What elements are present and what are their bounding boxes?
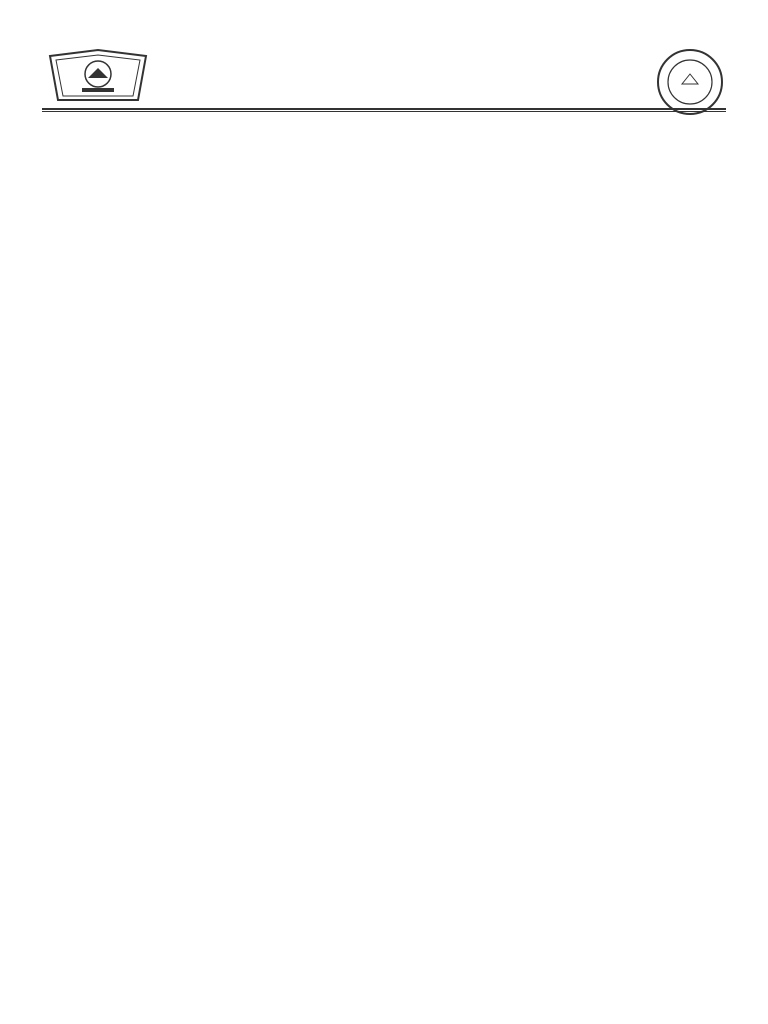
kemenag-logo bbox=[46, 48, 150, 104]
school-logo bbox=[656, 48, 724, 116]
header-rule-thick bbox=[42, 108, 726, 110]
header-rule-thin bbox=[42, 111, 726, 112]
